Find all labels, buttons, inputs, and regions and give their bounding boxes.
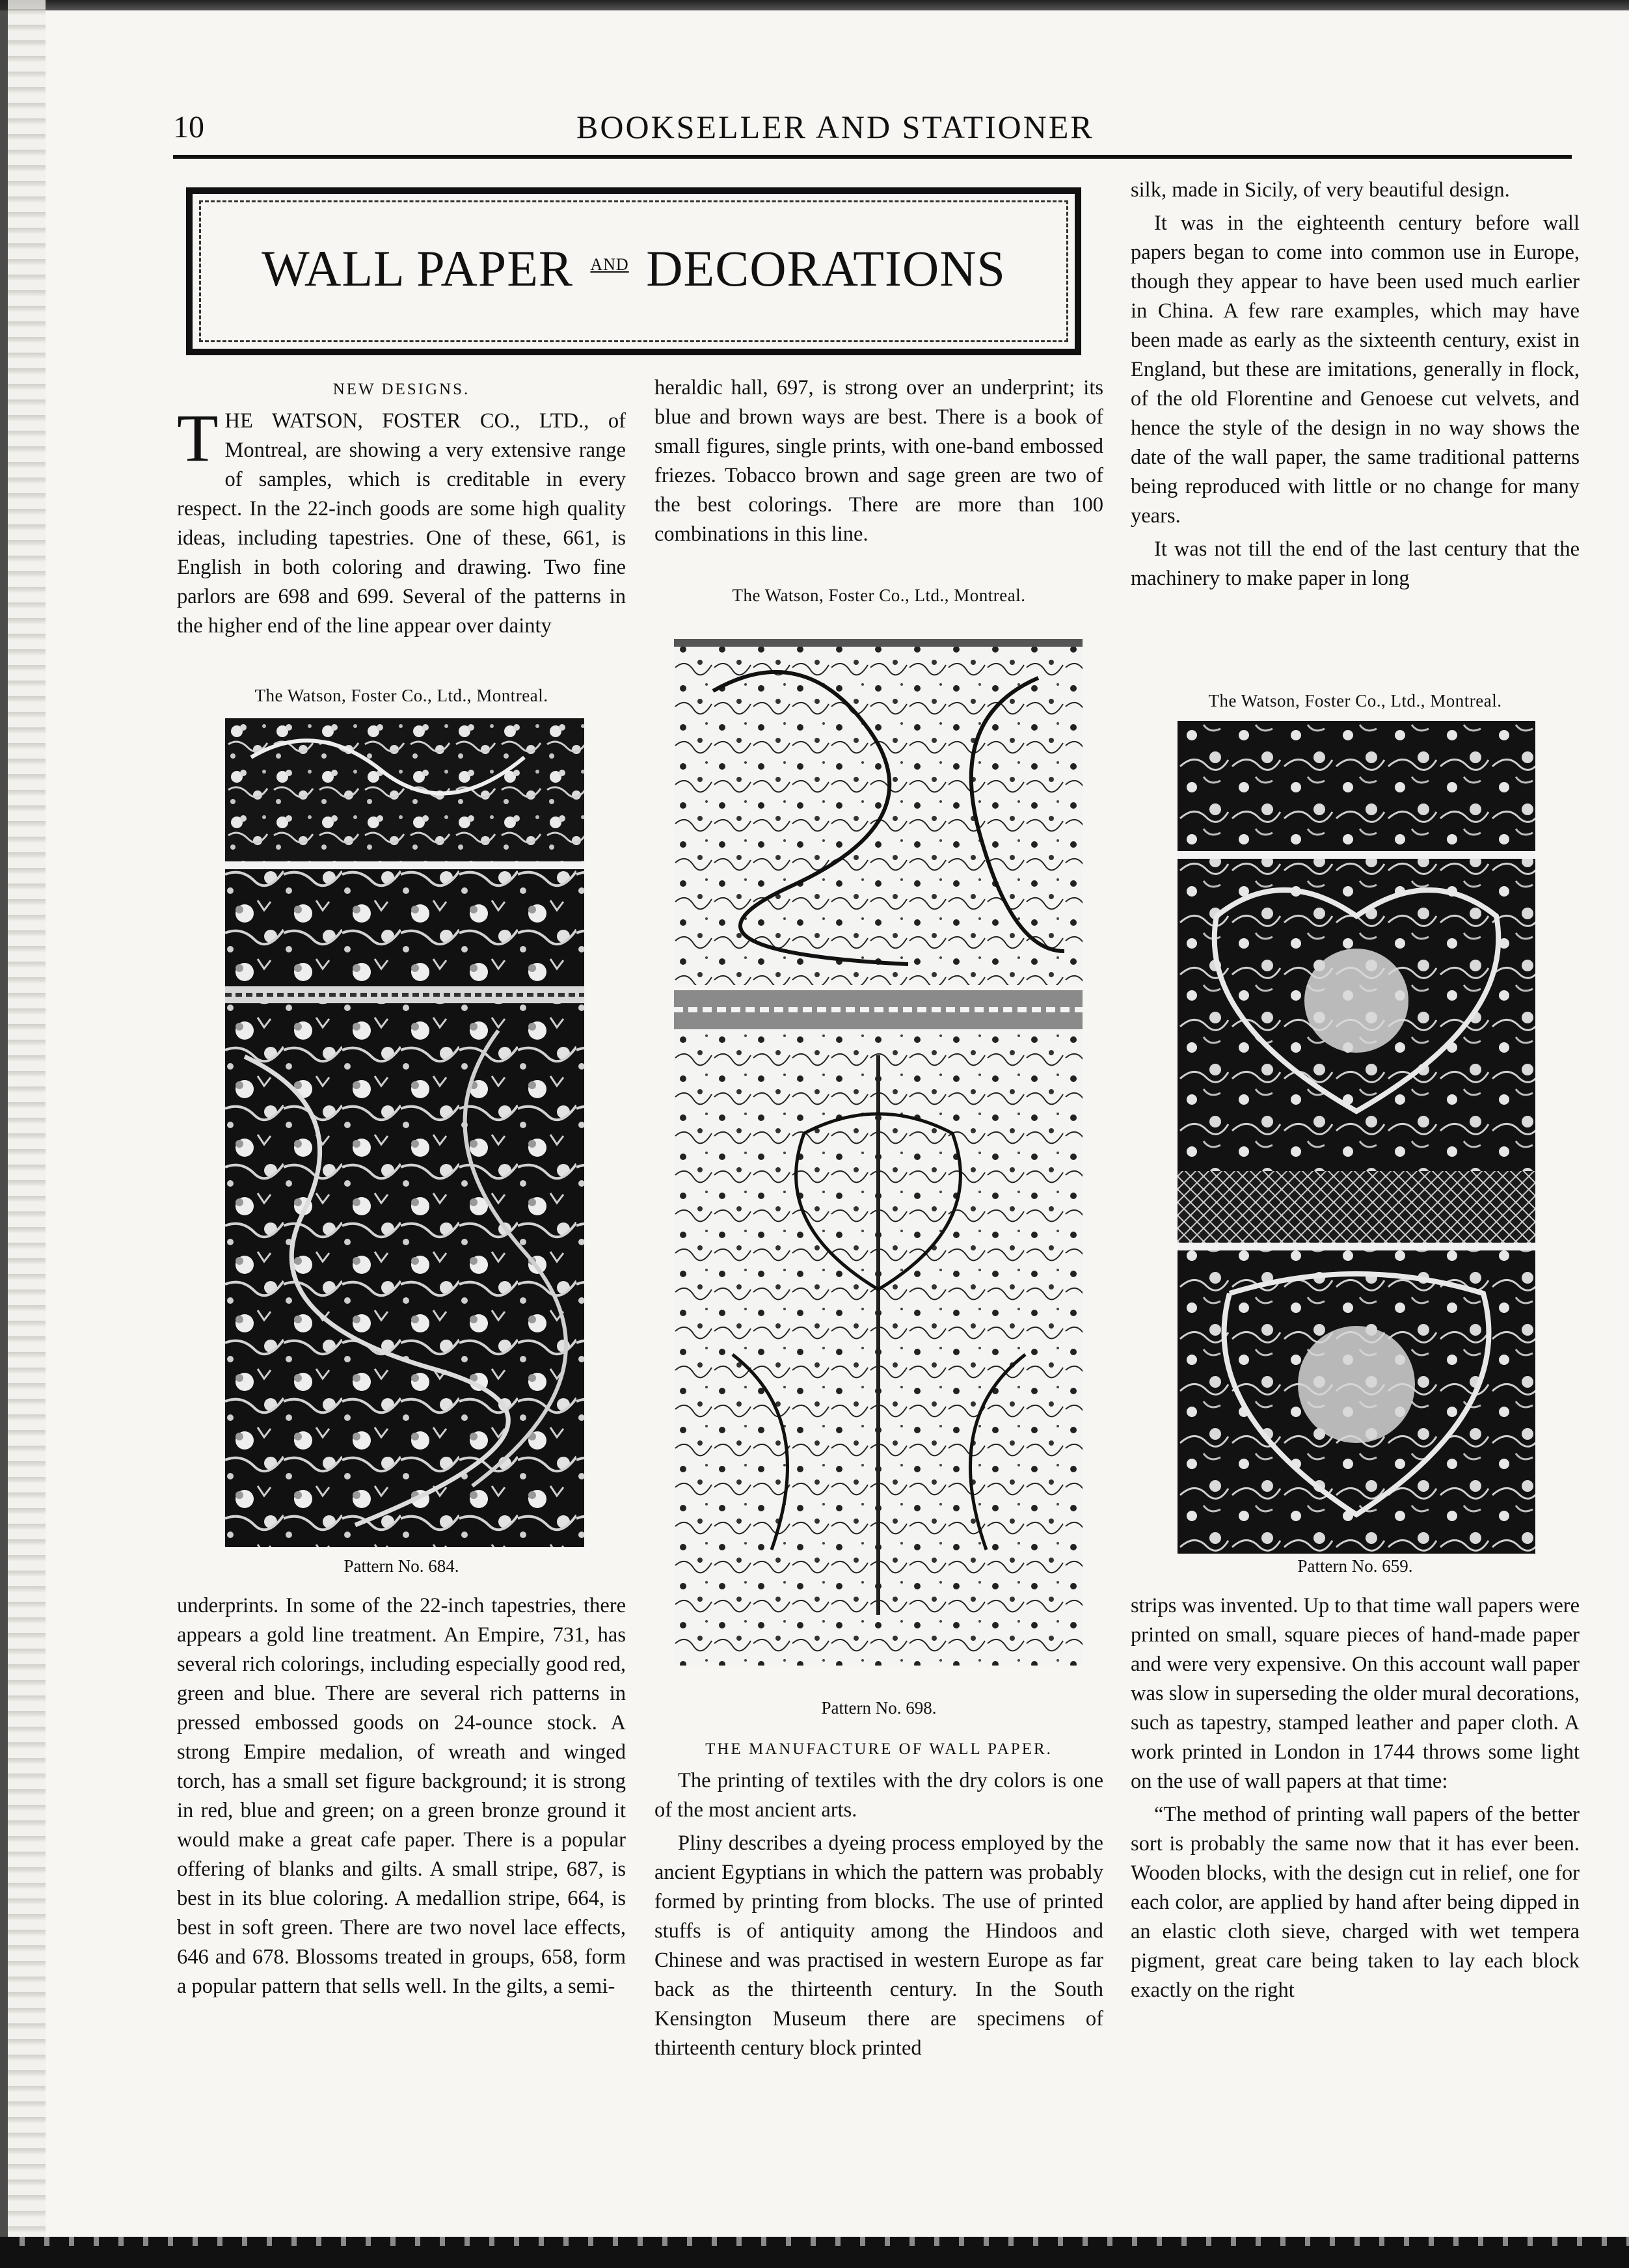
col3-bottom [1131,1591,1580,2009]
dropcap: T [177,401,219,476]
col3-paragraph-0: silk, made in Sicily, of very beautiful design. [1131,178,1510,202]
pattern-698-image [674,639,1083,1666]
col2-intro-text: heraldic hall, 697, is strong over an underprint; its blue and brown ways are best. There is a book of small figures, single prints, with one-band embossed friezes. Tobacco brown and sage green are two of the best colorings. There are more than 100 combinations in this line. [654,376,1103,546]
title-left: WALL PAPER [262,240,573,297]
page-number: 10 [173,110,204,144]
scan-edge-top [0,0,1629,10]
col1-credit: The Watson, Foster Co., Ltd., Montreal. [254,686,548,705]
col1-continued [177,1591,626,2005]
title-banner [186,187,1081,355]
col3-paragraph-2: It was not till the end of the last century that the machinery to make paper in long [1131,537,1580,590]
section-head-manufacture: THE MANUFACTURE OF WALL PAPER. [705,1740,1053,1758]
scan-edge-bottom [0,2237,1629,2268]
col3-paragraph-1: It was in the eighteenth century before wall papers began to come into common use in Europe, though they appear to have been used much earlier in China. A few rare examples, which may have been made as early as the sixteenth century, exist in England, but these are imitations, generally in flock, of the old Florentine and Genoese cut velvets, and hence the style of the design in no way shows the date of the wall paper, the same traditional patterns being reproduced with little or no change for many years. [1131,211,1580,528]
col1-intro-text: HE WATSON, FOSTER CO., LTD., of Montreal, are showing a very extensive range of samples, which is creditable in every respect. In the 22-inch goods are some high quality ideas, including tapestries. One of these, 661, is English in both coloring and drawing. Two fine parlors are 698 and 699. Several of the patterns in the higher end of the line appear over dainty [177,409,626,638]
col3-credit: The Watson, Foster Co., Ltd., Montreal. [1208,691,1502,710]
col2-paragraph-2: Pliny describes a dyeing process employed by the ancient Egyptians in which the pattern was probably formed by printing from blocks. The use of printed stuffs is of antiquity among the Hindoos and Chinese and was practised in western Europe as far back as the thirteenth century. In the South Kensington Museum there are specimens of thirteenth century block printed [654,1831,1103,2060]
col1-intro [177,375,626,641]
article-title [193,239,1075,298]
col2-manufacture [654,1735,1103,2067]
pattern-684-image [225,718,584,1547]
col3-caption: Pattern No. 659. [1297,1556,1413,1576]
col2-intro [654,373,1103,553]
col1-caption: Pattern No. 684. [343,1556,459,1576]
col2-credit: The Watson, Foster Co., Ltd., Montreal. [732,586,1026,605]
title-and: AND [590,255,629,274]
scan-edge-left [0,0,46,2268]
col2-caption: Pattern No. 698. [821,1698,937,1718]
title-right: DECORATIONS [646,240,1006,297]
col2-paragraph-1: The printing of textiles with the dry colors is one of the most ancient arts. [654,1769,1103,1822]
col3-top [1131,176,1580,597]
running-header: BOOKSELLER AND STATIONER [576,109,1094,145]
col3-paragraph-3: strips was invented. Up to that time wall papers were printed on small, square pieces of hand-made paper and were very expensive. On this account wall paper was slow in superseding the older mural decorations, such as tapestry, stamped leather and paper cloth. A work printed in London in 1744 throws some light on the use of wall papers at that time: [1131,1594,1580,1793]
header-rule [173,155,1572,159]
col3-paragraph-4: “The method of printing wall papers of the better sort is probably the same now that it has ever been. Wooden blocks, with the design cut in relief, one for each color, are applied by hand after being dipped in an elastic cloth sieve, charged with wet tempera pigment, great care being taken to lay each block exactly on the right [1131,1803,1580,2002]
pattern-659-image [1178,721,1535,1554]
col1-continued-text: underprints. In some of the 22-inch tapestries, there appears a gold line treatment. An Empire, 731, has several rich colorings, including especially good red, green and blue. There are several rich patterns in pressed embossed goods on 24-ounce stock. A strong Empire medalion, of wreath and winged torch, has a small set figure background; it is strong in red, blue and green; on a green bronze ground it would make a great cafe paper. There is a popular offering of blanks and gilts. A small stripe, 687, is best in its blue coloring. A medallion stripe, 664, is best in soft green. There are two novel lace effects, 646 and 678. Blossoms treated in groups, 658, form a popular pattern that sells well. In the gilts, a semi- [177,1594,626,1998]
section-head-new-designs: NEW DESIGNS. [332,381,470,398]
